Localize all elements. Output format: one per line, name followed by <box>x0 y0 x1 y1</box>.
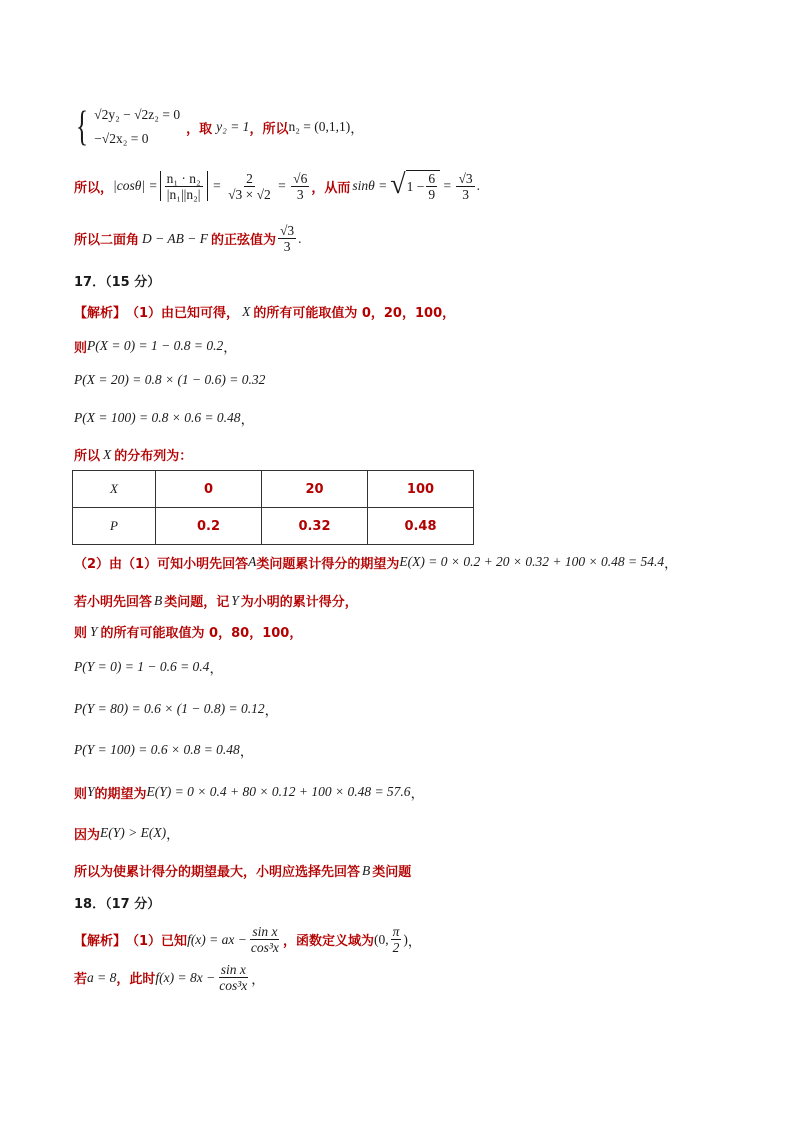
q18-part1-line <box>74 924 421 955</box>
abs-bar-right <box>207 171 208 201</box>
domain-close: ) <box>403 931 408 947</box>
px100-expr: P(X = 100) = 0.8 × 0.6 = 0.48 <box>74 410 241 425</box>
table-cell: 20 <box>262 471 368 508</box>
fx8-end: ， <box>251 971 265 987</box>
py100-end: ， <box>239 744 254 759</box>
system-end: ， <box>350 121 364 136</box>
ey-text-1: 则 <box>74 786 88 802</box>
ey-text-2: 的期望为 <box>94 786 147 802</box>
dist-text-2: 的分布列为： <box>114 449 193 464</box>
table-row <box>73 508 474 545</box>
dist-var-x: X <box>103 446 112 462</box>
sin-expr: sinθ = <box>352 178 388 193</box>
domain-end: ， <box>407 933 422 949</box>
left-brace: { <box>76 104 89 150</box>
py80-line <box>74 699 278 719</box>
part2-line <box>74 552 678 572</box>
a-value: a = 8 <box>87 969 117 985</box>
dist-line <box>74 445 192 464</box>
dihedral-num: √3 <box>280 223 295 238</box>
table-cell: 0.32 <box>262 508 368 545</box>
if-b: B <box>154 592 163 608</box>
q17-header <box>74 271 160 290</box>
px0-expr: P(X = 0) = 1 − 0.8 = 0.2 <box>87 338 224 353</box>
dihedral-text-1: 所以二面角 <box>74 233 140 248</box>
dihedral-line <box>74 223 302 254</box>
domain-fraction <box>391 924 402 955</box>
sqrt-frac-den: 9 <box>428 187 436 202</box>
px0-line <box>74 336 237 356</box>
q17-analysis-label: 【解析】 <box>74 306 127 321</box>
dihedral-angle: D − AB − F <box>142 230 208 246</box>
px20-line <box>74 372 265 388</box>
domain-den: 2 <box>392 940 400 955</box>
distribution-table <box>72 470 474 545</box>
y-values-line <box>74 622 302 641</box>
dihedral-value <box>278 223 296 254</box>
q18-part1-text: （1）已知 <box>126 934 188 949</box>
fx-left: f(x) = ax − <box>187 931 247 947</box>
dihedral-end: . <box>298 230 302 246</box>
cos-eq2-den: √3 × √2 <box>228 186 271 202</box>
a8-line <box>74 962 265 993</box>
py0-line <box>74 657 223 677</box>
cos-expr: |cosθ| = <box>113 178 158 193</box>
fx8-num: sin x <box>220 962 246 977</box>
fx8-den: cos³x <box>219 978 248 993</box>
q18-analysis-label: 【解析】 <box>74 934 127 949</box>
from-text: ，从而 <box>311 180 351 196</box>
sin-res-den: 3 <box>462 186 469 202</box>
px100-line <box>74 408 254 428</box>
if-y: Y <box>231 592 239 608</box>
py0-end: ， <box>209 661 223 676</box>
fx-den: cos³x <box>250 940 279 955</box>
cos-eq3-den: 3 <box>296 186 304 202</box>
q18-header <box>74 893 160 912</box>
fx-fraction <box>249 924 281 955</box>
table-cell: 0 <box>156 471 262 508</box>
then-y-1: 则 <box>74 626 88 641</box>
sqrt-inner: 1 − <box>406 179 425 194</box>
dihedral-text-2: 的正弦值为 <box>210 233 276 248</box>
domain-num: π <box>392 924 400 939</box>
q18-title: 18．（17 分） <box>74 897 161 912</box>
equation-system <box>72 106 364 148</box>
if-text-3: 为小明的累计得分， <box>240 595 358 610</box>
fx8-fraction <box>217 962 249 993</box>
sqrt-frac-num: 6 <box>428 171 436 186</box>
part2-text2: 类问题累计得分的期望为 <box>256 556 400 572</box>
dist-text-1: 所以 <box>74 449 101 464</box>
compare-end: ， <box>166 827 180 842</box>
cos-fraction-3 <box>291 171 309 202</box>
table-cell: P <box>73 508 156 545</box>
px20-expr: P(X = 20) = 0.8 × (1 − 0.6) = 0.32 <box>74 372 266 387</box>
conclusion-text-1: 所以为使累计得分的期望最大，小明应选择先回答 <box>74 865 361 880</box>
then-y-2: 的所有可能取值为 0，80，100， <box>100 626 303 641</box>
fx8-left: f(x) = 8x − <box>155 969 216 985</box>
part2-a: A <box>248 554 257 569</box>
table-cell: 100 <box>368 471 474 508</box>
cos-eq3-num: √6 <box>293 170 308 186</box>
py80-end: ， <box>264 703 279 718</box>
now-text: ，此时 <box>116 972 156 987</box>
ey-end: ， <box>410 786 425 801</box>
dihedral-den: 3 <box>283 239 291 254</box>
cos-prefix: 所以， <box>74 180 114 196</box>
conclusion-line <box>74 861 411 880</box>
px0-end: ， <box>223 340 237 355</box>
compare-expr: E(Y) > E(X) <box>100 825 167 840</box>
take-expr: y₂ = 1 <box>216 119 250 134</box>
q17-part1-text: （1）由已知可得， <box>126 306 240 321</box>
q17-part1-text2: 的所有可能取值为 0，20，100， <box>253 306 456 321</box>
cos-num: n₁ · n₂ <box>166 170 201 186</box>
ey-line <box>74 782 424 802</box>
a8-if-text: 若 <box>74 972 88 987</box>
fx-num: sin x <box>252 924 278 939</box>
ey-var: Y <box>87 784 95 799</box>
system-line-1: √2y₂ − √2z₂ = 0 <box>94 107 181 122</box>
cos-fraction-2 <box>226 171 273 202</box>
sin-res-num: √3 <box>458 170 473 186</box>
system-line-2: −√2x₂ = 0 <box>94 131 149 146</box>
cos-den: |n₁||n₂| <box>166 186 201 202</box>
py100-expr: P(Y = 100) = 0.6 × 0.8 = 0.48 <box>74 742 240 757</box>
if-text-1: 若小明先回答 <box>74 595 153 610</box>
conclusion-text-2: 类问题 <box>372 865 412 880</box>
if-text-2: 类问题，记 <box>164 595 230 610</box>
conclusion-b: B <box>362 862 371 878</box>
table-row <box>73 471 474 508</box>
px100-end: ， <box>240 412 255 427</box>
domain-text: ，函数定义域为 <box>282 934 374 949</box>
ex-expr: E(X) = 0 × 0.2 + 20 × 0.32 + 100 × 0.48 = 54.4 <box>399 554 665 569</box>
cos-line-end: . <box>476 178 481 193</box>
domain-open: (0, <box>373 931 389 947</box>
sin-result <box>456 171 474 202</box>
sqrt-expr: √ 1 − $\frac{6}{9}$ <box>390 170 440 202</box>
compare-line <box>74 823 180 843</box>
q17-var-x: X <box>242 303 251 319</box>
py80-expr: P(Y = 80) = 0.6 × (1 − 0.8) = 0.12 <box>74 701 265 716</box>
ex-end: ， <box>664 556 678 571</box>
py0-expr: P(Y = 0) = 1 − 0.6 = 0.4 <box>74 659 210 674</box>
py100-line <box>74 740 253 760</box>
q17-title: 17．（15 分） <box>74 275 161 290</box>
abs-bar-left <box>160 171 161 201</box>
take-text: ，取 <box>186 121 213 137</box>
px0-then: 则 <box>74 340 88 356</box>
cos-eq2-num: 2 <box>246 170 253 186</box>
if-b-line <box>74 591 358 610</box>
table-cell: 0.2 <box>156 508 262 545</box>
cos-line: 所以， |cosθ| = $\frac{\text{n₁ · n₂}}{\text{|n₁||n₂|}}$ = $\frac{2}{√3 \times √2}$ = $\frac{√6}{3}$ ，从而 sinθ = √ 1 − $\frac{6}{9}$ = $\frac{√3}{3}$ . <box>74 169 481 202</box>
ey-expr: E(Y) = 0 × 0.4 + 80 × 0.12 + 100 × 0.48 = 57.6 <box>146 784 411 799</box>
table-cell: 0.48 <box>368 508 474 545</box>
part2-text: （2）由（1）可知小明先回答 <box>74 556 249 572</box>
so-text: ，所以 <box>249 121 289 137</box>
then-y-var: Y <box>90 623 98 639</box>
cos-fraction <box>165 171 203 202</box>
normal-vector: n₂ = (0,1,1) <box>288 119 351 134</box>
because-text: 因为 <box>74 827 101 843</box>
q17-part1-line <box>74 302 455 321</box>
table-cell: X <box>73 471 156 508</box>
